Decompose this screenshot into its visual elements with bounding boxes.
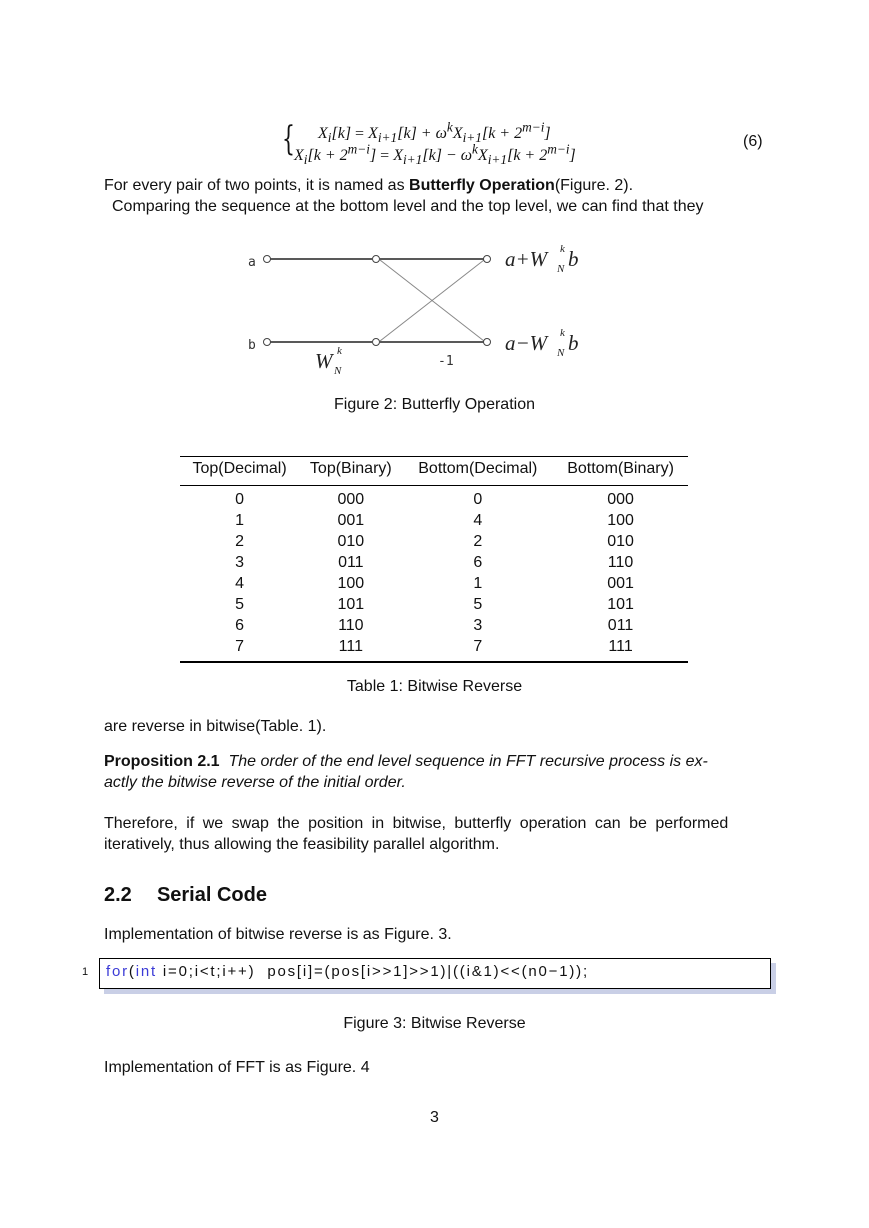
bitwise-reverse-table [180,456,688,663]
paragraph-therefore-line-2: iteratively, thus allowing the feasibility parallel algorithm. [104,836,500,853]
table-cell: 4 [473,512,483,529]
twiddle-w: W [315,349,333,373]
node-mid-top [373,256,380,263]
keyword-for: for [106,963,129,980]
node-input-b [264,339,271,346]
table-cell: 011 [338,554,364,571]
proposition-text-line-1: The order of the end level sequence in FFT recursive process is ex- [228,753,708,770]
table-cell: 011 [607,617,634,634]
node-label-a: a [248,255,256,270]
table-cell: 100 [337,575,365,592]
table-cell: 010 [607,533,634,550]
paragraph-comparing: Comparing the sequence at the bottom level and the top level, we can find that they [112,198,704,215]
table-cell: 2 [473,533,483,550]
twiddle-sub: N [334,365,342,377]
output-top-sub: N [557,263,565,275]
paragraph-therefore-line-1: Therefore, if we swap the position in bitwise, butterfly operation can be performed [104,815,729,832]
table-cell: 6 [235,617,245,634]
output-bottom-tail: b [568,331,579,355]
table-cell: 000 [337,491,365,508]
table-row [180,636,688,662]
proposition-2-1-cont [104,772,766,793]
output-top-sup: k [560,243,565,255]
equation-line-1-lhs: $X_i[k]$ [318,125,352,146]
equation-line-2-rhs: $X_{i+1}[k] - \omega^kX_{i+1}[k + 2^{m-i}]$ [393,142,576,168]
table-header-cell: Bottom(Binary) [553,457,688,486]
proposition-2-1 [104,751,766,772]
table-row [180,531,688,552]
butterfly-diagram [240,236,600,382]
table-cell: 111 [299,636,402,662]
node-mid-bottom [373,339,380,346]
code-line-number: 1 [82,966,89,978]
paragraph-implementation-fft: Implementation of FFT is as Figure. 4 [104,1059,370,1076]
node-out-top [484,256,491,263]
table-row [180,486,688,511]
equation-line-2-lhs: $X_i[k + 2^{m-i}]$ [294,142,377,168]
output-bottom-label: a−W [505,331,548,355]
table-cell: 5 [473,596,483,613]
page-number: 3 [430,1109,439,1126]
code-line [106,963,589,980]
table-1-caption: Table 1: Bitwise Reverse [346,678,523,695]
keyword-int: int [135,963,157,980]
section-number: 2.2 [104,884,132,906]
minus-one-label: -1 [438,354,454,369]
section-heading [104,884,267,907]
proposition-label: Proposition 2.1 [104,753,220,770]
table-cell: 001 [337,512,365,529]
table-cell: 100 [607,512,634,529]
paragraph-text: (Figure. 2). [554,177,634,194]
table-cell: 0 [473,491,483,508]
table-cell: 111 [553,636,688,662]
table-cell: 1 [235,512,245,529]
code-paren: ( [128,963,136,980]
table-header-cell: Top(Decimal) [180,457,299,486]
output-top-tail: b [568,247,579,271]
table-row [180,615,688,636]
table-header-cell: Top(Binary) [299,457,402,486]
output-top-label: a+W [505,247,548,271]
equation-number: (6) [743,133,763,150]
node-out-bottom [484,339,491,346]
table-row [180,573,688,594]
equation-line-1: $X_i[k] = X_{i+1}[k] + \omega^kX_{i+1}[k + 2^{m-i}]$ [318,120,551,146]
output-bottom-sub: N [557,347,565,359]
twiddle-sup: k [337,345,342,357]
paragraph-implementation-bitwise: Implementation of bitwise reverse is as Figure. 3. [104,926,452,943]
paragraph-reverse-bitwise: are reverse in bitwise(Table. 1). [104,718,327,735]
table-cell: 001 [607,575,634,592]
equation-line-1-rhs: $X_{i+1}[k] + \omega^kX_{i+1}[k + 2^{m-i}]$ [368,120,551,146]
table-cell: 3 [473,617,483,634]
equation-6 [282,118,602,166]
table-cell: 5 [235,596,245,613]
table-cell: 3 [235,554,245,571]
proposition-text-line-2: actly the bitwise reverse of the initial order. [104,774,406,791]
code-listing [99,958,771,989]
table-cell: 101 [337,596,365,613]
node-input-a [264,256,271,263]
table-cell: 4 [235,575,245,592]
code-rest: i=0;i<t;i++) pos[i]=(pos[i>>1]>>1)|((i&1)<<(n0−1)); [156,963,589,980]
table-cell: 2 [235,533,245,550]
table-cell: 7 [180,636,299,662]
section-title: Serial Code [156,884,267,906]
table-header-cell: Bottom(Decimal) [403,457,554,486]
node-label-b: b [248,338,256,353]
table-cell: 1 [473,575,483,592]
figure-3-caption: Figure 3: Bitwise Reverse [343,1015,526,1032]
table-cell: 110 [607,554,634,571]
figure-2-caption: Figure 2: Butterfly Operation [334,396,535,413]
table-row [180,594,688,615]
term-butterfly-operation: Butterfly Operation [409,177,555,194]
output-bottom-sup: k [560,327,565,339]
equation-line-2: $X_i[k + 2^{m-i}] = X_{i+1}[k] - \omega^kX_{i+1}[k + 2^{m-i}]$ [294,142,576,168]
table-row [180,552,688,573]
table-cell: 000 [607,491,634,508]
table-header-row [180,457,688,486]
table-cell: 101 [607,596,634,613]
paragraph-butterfly-intro [104,175,766,196]
table-row [180,510,688,531]
table-cell: 6 [473,554,483,571]
table-cell: 7 [403,636,554,662]
table-cell: 0 [235,491,245,508]
equation-brace: { [282,119,295,159]
paragraph-text: For every pair of two points, it is named as [104,177,410,194]
table-cell: 110 [338,617,364,634]
table-cell: 010 [337,533,365,550]
